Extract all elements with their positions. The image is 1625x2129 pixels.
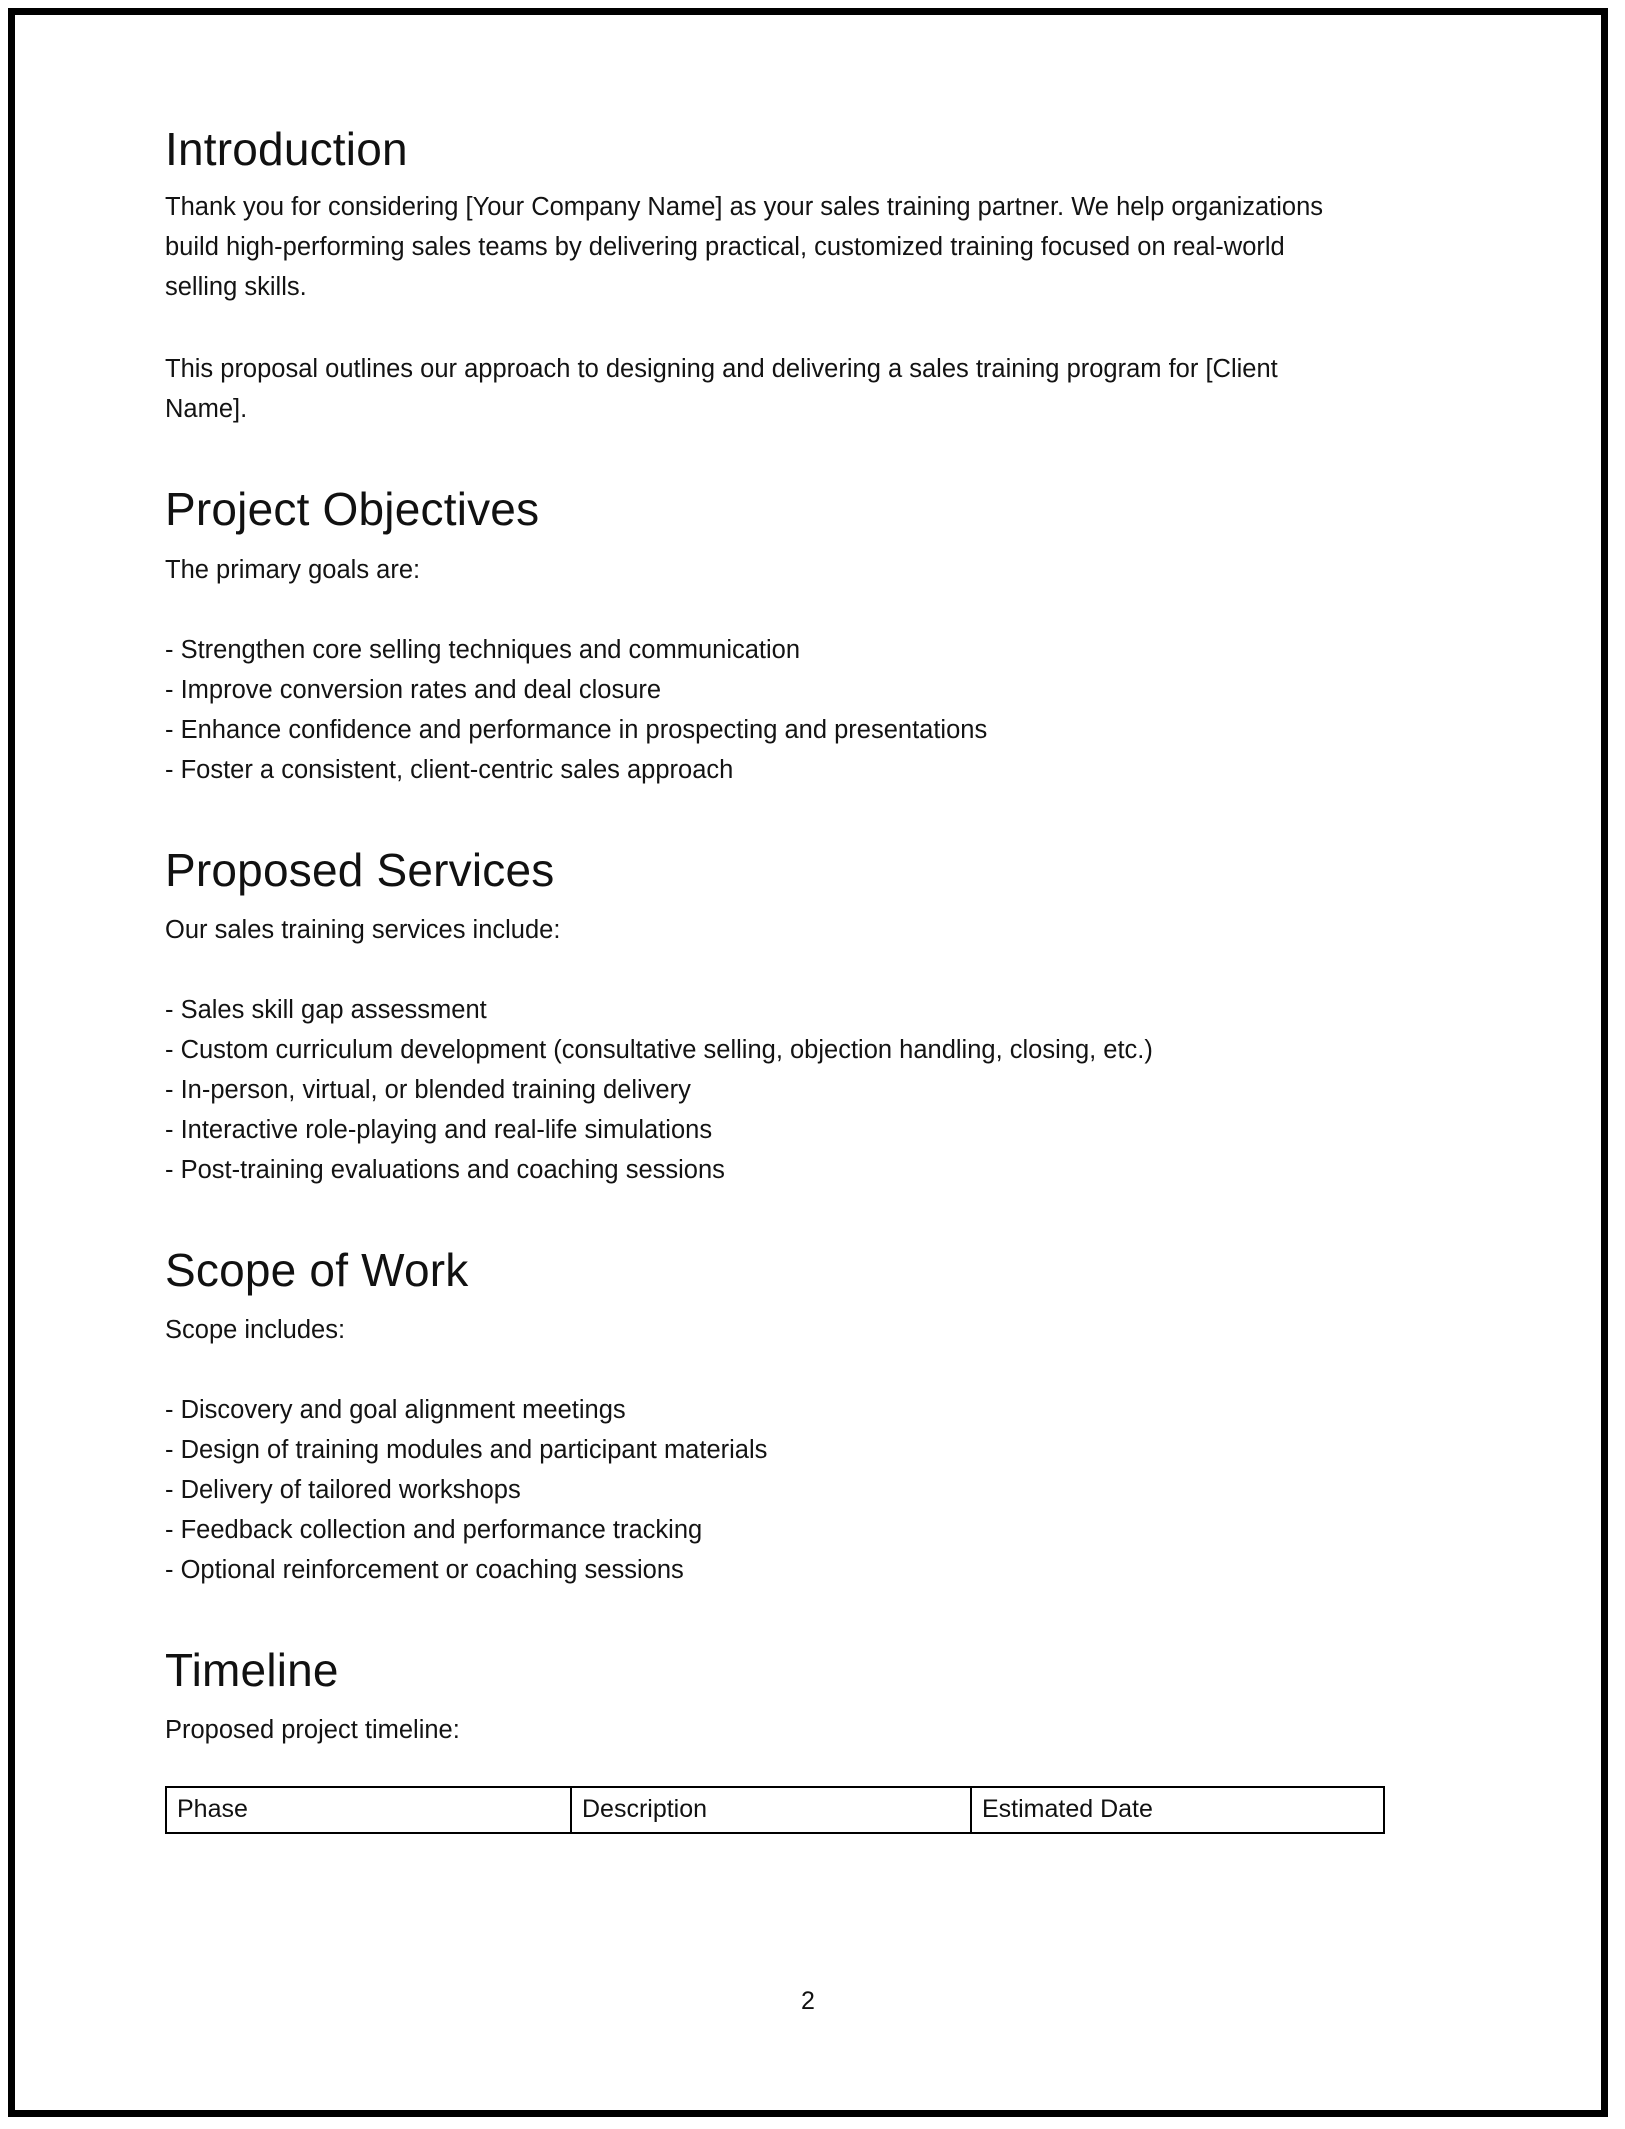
list-item: - Strengthen core selling techniques and communication (165, 635, 801, 664)
column-header-description: Description (571, 1787, 971, 1833)
column-header-estimated-date: Estimated Date (971, 1787, 1384, 1833)
scope-of-work-lead: Scope includes: (165, 1316, 346, 1345)
timeline-table-wrapper (165, 1786, 1395, 1834)
column-header-phase: Phase (166, 1787, 571, 1833)
document-page (8, 8, 1608, 2117)
list-item: - Feedback collection and performance tracking (165, 1516, 703, 1545)
list-item: - Post-training evaluations and coaching sessions (165, 1155, 725, 1184)
section-proposed-services (165, 843, 1395, 1190)
list-item: - Foster a consistent, client-centric sales approach (165, 755, 734, 784)
list-item: - Custom curriculum development (consultative selling, objection handling, closing, etc.) (165, 1035, 1153, 1064)
proposed-services-lead: Our sales training services include: (165, 915, 561, 944)
list-item: - Discovery and goal alignment meetings (165, 1396, 626, 1425)
section-timeline (165, 1646, 1395, 1834)
section-introduction (165, 125, 1395, 429)
list-item: - Design of training modules and participant materials (165, 1436, 768, 1465)
heading-proposed-services: Proposed Services (165, 843, 555, 896)
list-item: - Delivery of tailored workshops (165, 1476, 521, 1505)
list-item: - Improve conversion rates and deal closure (165, 675, 662, 704)
list-item: - Enhance confidence and performance in prospecting and presentations (165, 715, 988, 744)
timeline-lead: Proposed project timeline: (165, 1716, 460, 1745)
list-item: - Optional reinforcement or coaching sessions (165, 1556, 684, 1585)
project-objectives-lead: The primary goals are: (165, 555, 421, 584)
introduction-paragraph-1: Thank you for considering [Your Company Name] as your sales training partner. We help organizations build high-performing sales teams by delivering practical, customized training focused on real-world selling skills. (165, 193, 1324, 302)
heading-timeline: Timeline (165, 1644, 339, 1697)
list-item: - Interactive role-playing and real-life simulations (165, 1115, 713, 1144)
section-project-objectives (165, 485, 1395, 789)
proposed-services-list (165, 990, 1395, 1190)
page-number: 2 (801, 1987, 815, 2015)
project-objectives-list (165, 630, 1395, 790)
scope-of-work-list (165, 1390, 1395, 1590)
heading-scope-of-work: Scope of Work (165, 1243, 469, 1296)
heading-introduction: Introduction (165, 123, 408, 175)
document-content (165, 125, 1395, 1834)
list-item: - In-person, virtual, or blended training delivery (165, 1075, 691, 1104)
introduction-paragraph-2: This proposal outlines our approach to designing and delivering a sales training program for [Client Name]. (165, 355, 1278, 424)
heading-project-objectives: Project Objectives (165, 483, 540, 536)
table-header-row (166, 1787, 1384, 1833)
timeline-table (165, 1786, 1385, 1834)
list-item: - Sales skill gap assessment (165, 995, 487, 1024)
section-scope-of-work (165, 1243, 1395, 1590)
